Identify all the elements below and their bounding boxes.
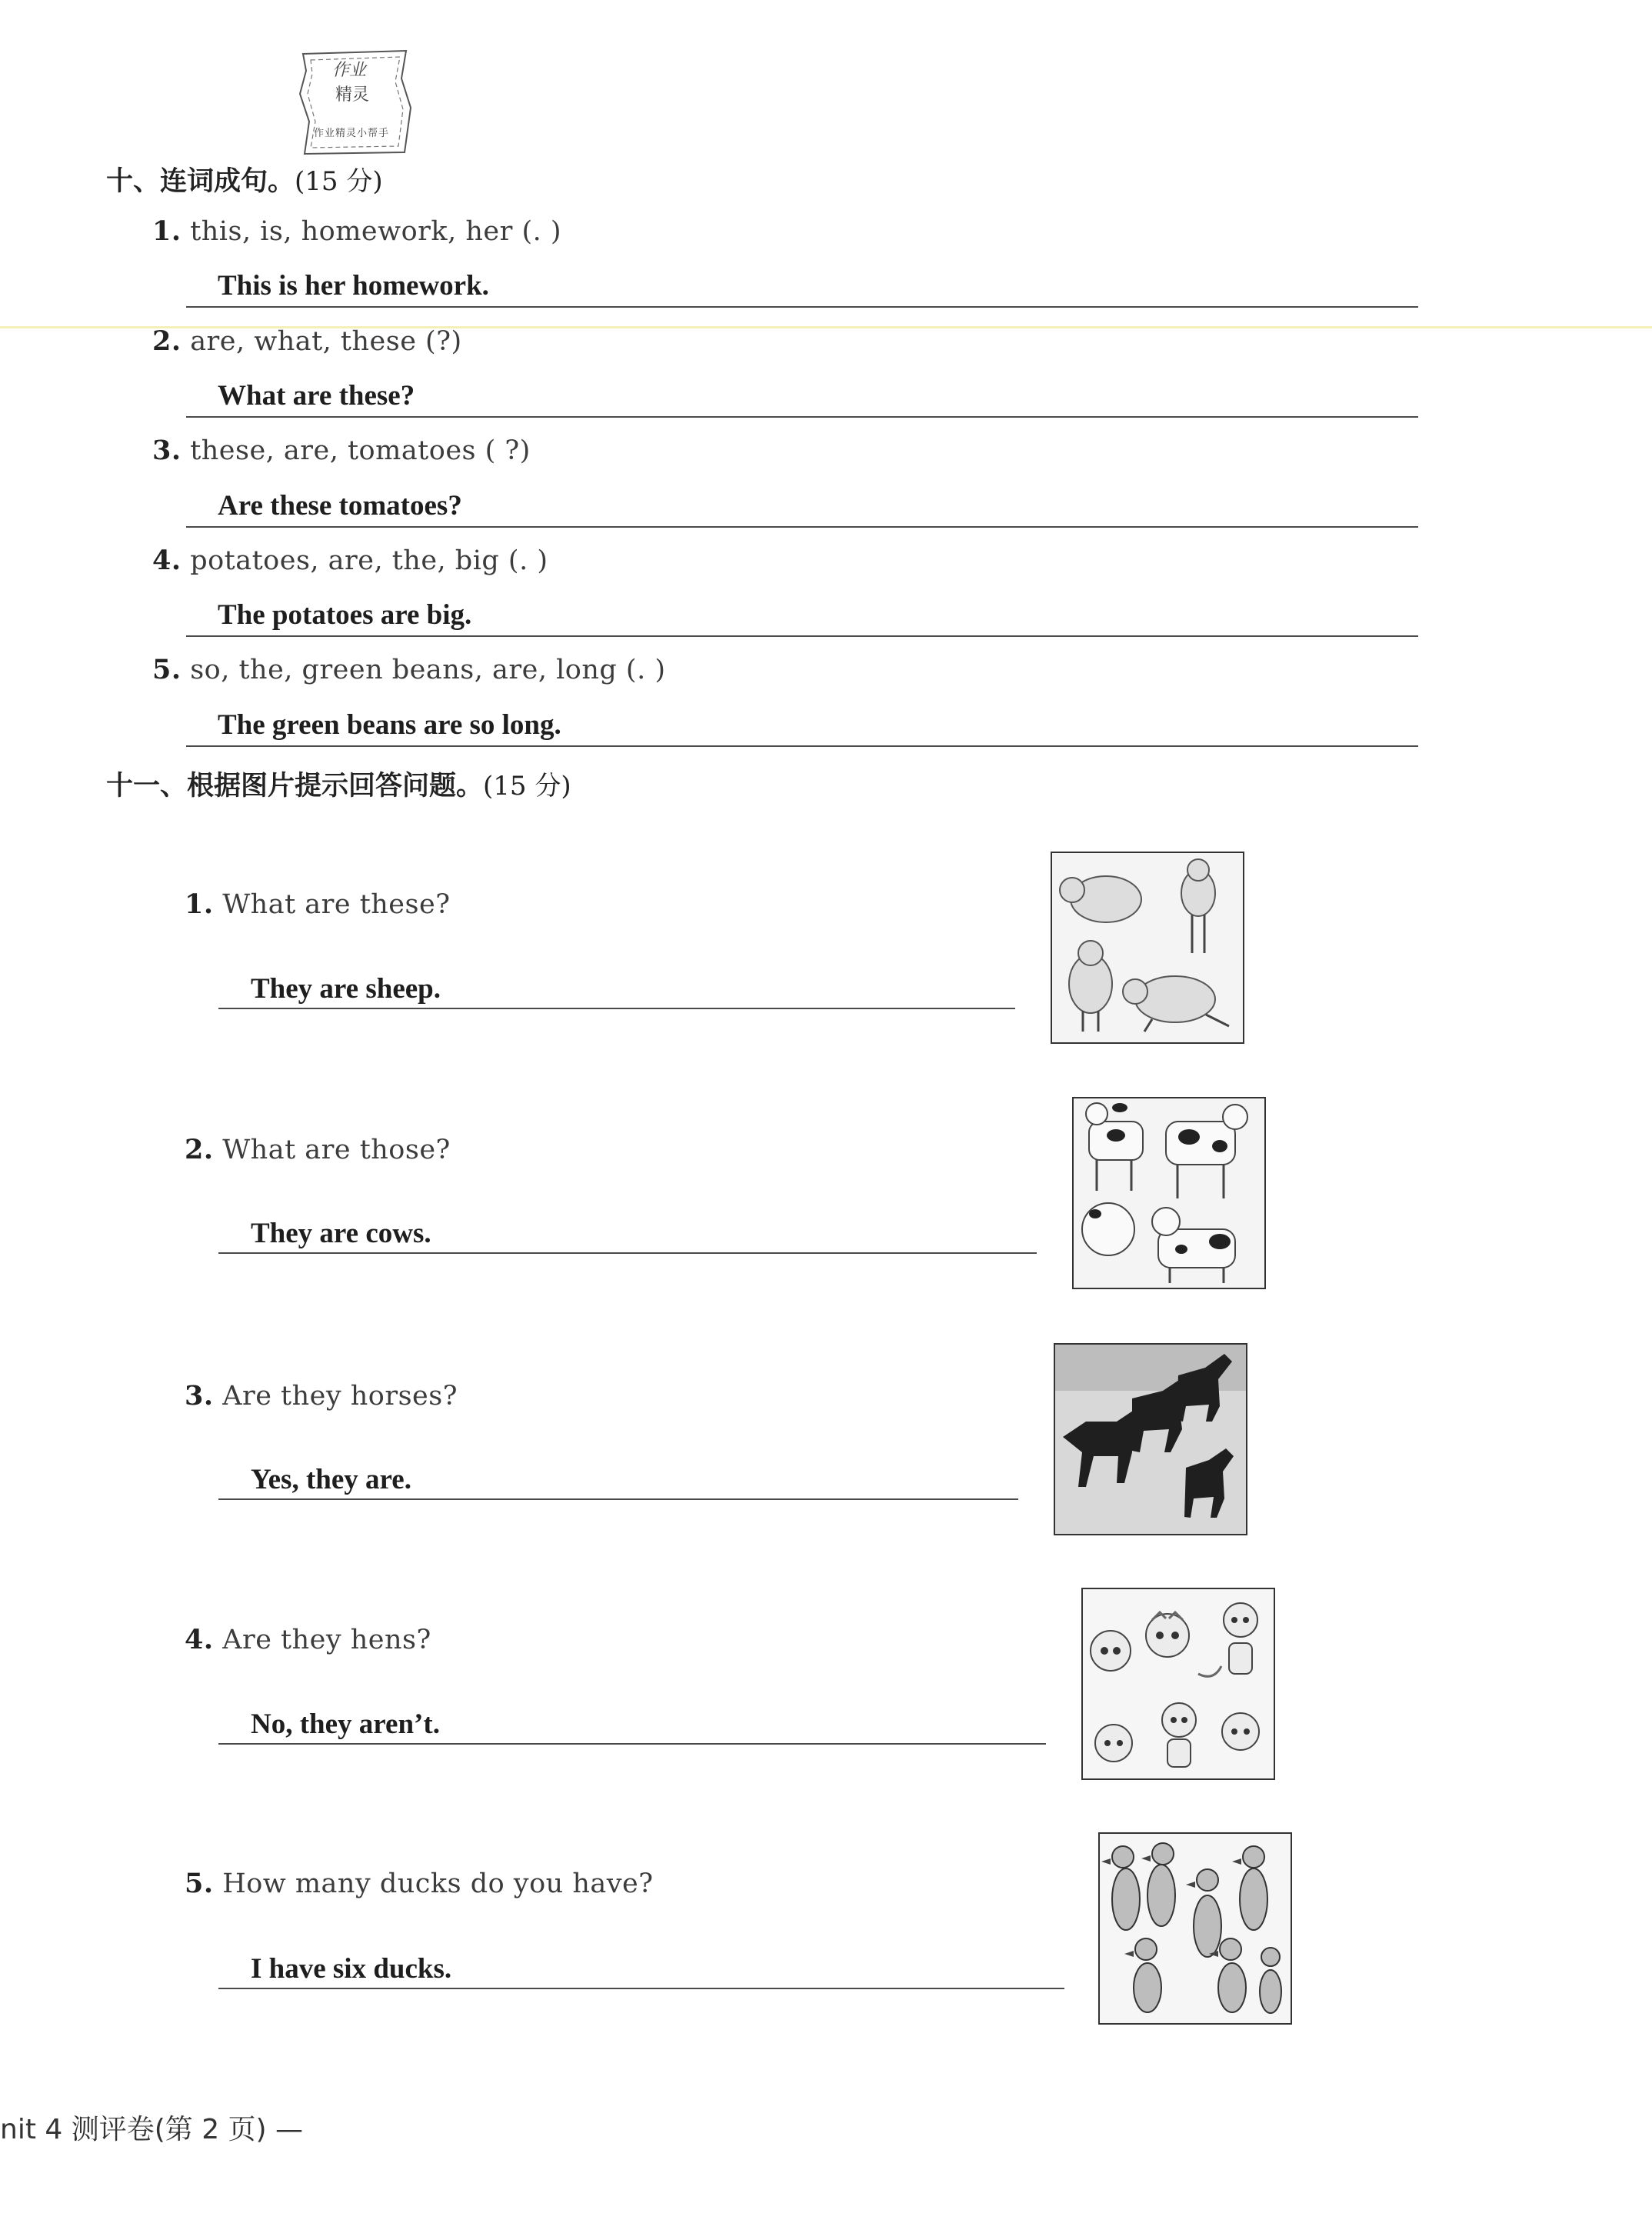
section-10-answer-2: What are these? <box>218 380 415 412</box>
section-10-question-2: 2. are, what, these (?) <box>152 325 462 357</box>
answer-line <box>218 1008 1015 1009</box>
answer-line <box>186 526 1418 528</box>
stamp-line-2: 精灵 <box>335 85 370 105</box>
stamp-logo <box>298 48 414 157</box>
answer-line <box>186 306 1418 308</box>
section-11-question-1: 1. What are these? <box>185 888 451 920</box>
section-10-question-4: 4. potatoes, are, the, big (. ) <box>152 545 548 576</box>
answer-line <box>186 745 1418 747</box>
section-10-title <box>106 160 383 198</box>
section-11-question-2: 2. What are those? <box>185 1134 451 1165</box>
section-11-question-4: 4. Are they hens? <box>185 1624 431 1655</box>
answer-line <box>218 1252 1037 1254</box>
page-footer: nit 4 测评卷(第 2 页) — <box>0 2114 304 2145</box>
section-11-answer-4: No, they aren’t. <box>251 1708 440 1740</box>
answer-line <box>186 635 1418 637</box>
answer-line <box>218 1498 1018 1500</box>
section-10-answer-5: The green beans are so long. <box>218 709 561 741</box>
section-11-heading: 十一、根据图片提示回答问题。 <box>106 771 484 802</box>
section-10-points: (15 分) <box>295 166 383 197</box>
stamp-line-3: 作业精灵小帮手 <box>314 128 390 139</box>
section-11-answer-2: They are cows. <box>251 1218 431 1249</box>
cats-picture <box>1081 1588 1275 1780</box>
section-10-question-5: 5. so, the, green beans, are, long (. ) <box>152 654 666 685</box>
sheep-picture <box>1051 852 1244 1044</box>
section-11-answer-1: They are sheep. <box>251 973 441 1005</box>
ducks-picture <box>1098 1832 1292 2025</box>
section-11-title <box>106 765 571 803</box>
section-10-question-1: 1. this, is, homework, her (. ) <box>152 215 562 247</box>
section-11-points: (15 分) <box>483 771 571 802</box>
section-10-question-3: 3. these, are, tomatoes ( ?) <box>152 435 531 466</box>
section-11-question-5: 5. How many ducks do you have? <box>185 1868 654 1899</box>
stamp-line-1: 作业 <box>332 61 367 80</box>
section-11-answer-5: I have six ducks. <box>251 1953 452 1985</box>
answer-line <box>218 1988 1064 1989</box>
cows-picture <box>1072 1097 1266 1289</box>
section-10-answer-1: This is her homework. <box>218 270 489 302</box>
section-10-answer-4: The potatoes are big. <box>218 599 472 631</box>
section-10-heading: 十、连词成句。 <box>106 166 295 197</box>
section-11-question-3: 3. Are they horses? <box>185 1380 458 1412</box>
section-10-answer-3: Are these tomatoes? <box>218 490 462 522</box>
section-11-answer-3: Yes, they are. <box>251 1464 411 1495</box>
answer-line <box>186 416 1418 418</box>
horses-picture <box>1054 1343 1247 1535</box>
answer-line <box>218 1743 1046 1745</box>
